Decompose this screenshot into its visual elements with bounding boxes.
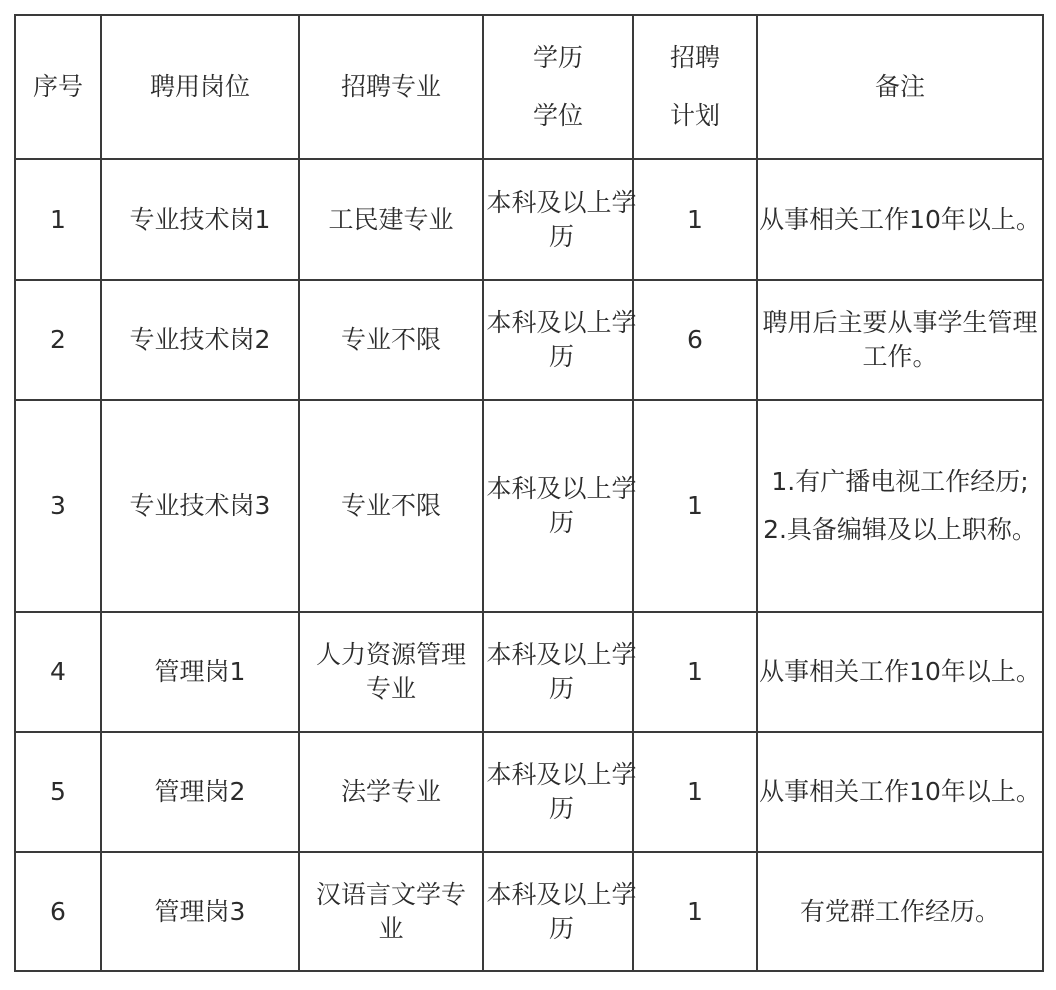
cell-education [483,732,637,852]
cell-index: 5 [15,732,101,852]
cell-remarks [757,612,1043,732]
cell-major-text: 专业不限 [340,491,441,520]
cell-major [299,280,483,400]
header-plan-line1: 招聘 [669,43,720,72]
cell-education-text: 本科及以上学历 [486,760,637,823]
table-row [15,280,1043,400]
remark-line: 从事相关工作10年以上。 [759,777,1041,806]
cell-major [299,400,483,612]
cell-position: 管理岗1 [101,612,299,732]
cell-index: 4 [15,612,101,732]
cell-major-text: 法学专业 [340,777,441,806]
remark-line: 从事相关工作10年以上。 [759,657,1041,686]
header-position: 聘用岗位 [101,15,299,159]
header-education-line2: 学位 [532,101,583,130]
cell-remarks [757,400,1043,612]
cell-education [483,280,637,400]
recruitment-table [14,14,1044,972]
cell-index: 2 [15,280,101,400]
cell-plan: 1 [633,852,757,971]
cell-remarks [757,280,1043,400]
header-remarks: 备注 [757,15,1043,159]
header-plan-line2: 计划 [669,101,720,130]
cell-major-text: 汉语言文学专业 [315,879,466,943]
remark-line: 聘用后主要从事学生管理工作。 [762,308,1038,371]
cell-plan: 1 [633,612,757,732]
cell-major [299,732,483,852]
cell-remarks [757,159,1043,280]
cell-index: 3 [15,400,101,612]
cell-education-text: 本科及以上学历 [486,187,637,251]
cell-position: 管理岗2 [101,732,299,852]
remark-line: 2.具备编辑及以上职称。 [763,515,1037,544]
table-row [15,732,1043,852]
remark-line: 有党群工作经历。 [799,896,1000,926]
header-major: 招聘专业 [299,15,483,159]
table-row [15,159,1043,280]
cell-position: 专业技术岗1 [101,159,299,280]
header-plan [633,15,757,159]
table-row [15,612,1043,732]
cell-education [483,852,637,971]
cell-position: 专业技术岗2 [101,280,299,400]
cell-major-text: 人力资源管理专业 [315,640,466,703]
cell-education [483,159,637,280]
cell-major [299,612,483,732]
cell-remarks [757,852,1043,971]
cell-remarks [757,732,1043,852]
header-education-line1: 学历 [532,43,583,72]
cell-major [299,852,483,971]
remark-line: 1.有广播电视工作经历; [771,467,1029,496]
cell-plan: 1 [633,732,757,852]
cell-position: 专业技术岗3 [101,400,299,612]
cell-plan: 1 [633,159,757,280]
cell-major-text: 专业不限 [340,325,441,354]
table-header-row [15,15,1043,159]
cell-plan: 1 [633,400,757,612]
cell-plan: 6 [633,280,757,400]
table-row [15,852,1043,971]
cell-education [483,612,637,732]
cell-position: 管理岗3 [101,852,299,971]
cell-major-text: 工民建专业 [328,204,454,234]
cell-major [299,159,483,280]
cell-index: 1 [15,159,101,280]
remark-line: 从事相关工作10年以上。 [759,204,1041,234]
header-index: 序号 [15,15,101,159]
cell-education-text: 本科及以上学历 [486,308,637,371]
cell-education-text: 本科及以上学历 [486,474,637,537]
table-row [15,400,1043,612]
cell-education-text: 本科及以上学历 [486,879,637,943]
header-education [483,15,633,159]
cell-education-text: 本科及以上学历 [486,640,637,703]
cell-education [483,400,637,612]
cell-index: 6 [15,852,101,971]
